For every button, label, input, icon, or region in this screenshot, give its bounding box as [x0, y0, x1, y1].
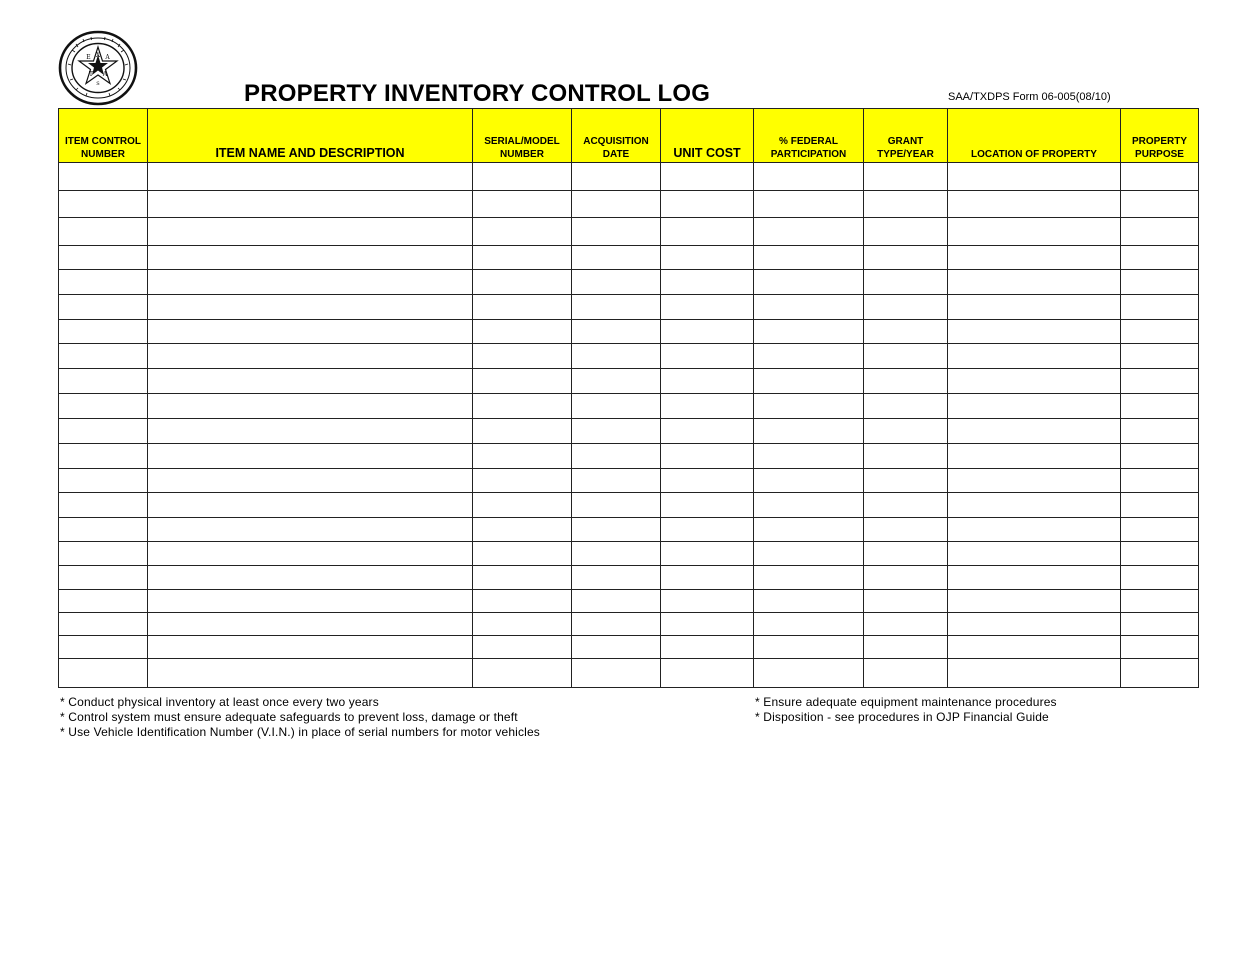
entry-cell[interactable]: [1121, 566, 1199, 590]
entry-cell[interactable]: [948, 246, 1121, 270]
entry-cell[interactable]: [473, 542, 572, 566]
inventory-log-table: [58, 108, 1199, 688]
entry-cell[interactable]: [572, 613, 661, 636]
entry-cell[interactable]: [148, 444, 473, 469]
entry-cell[interactable]: [661, 566, 754, 590]
entry-cell[interactable]: [59, 295, 148, 320]
entry-cell[interactable]: [864, 163, 948, 191]
entry-cell[interactable]: [864, 613, 948, 636]
entry-cell[interactable]: [1121, 246, 1199, 270]
entry-cell[interactable]: [148, 613, 473, 636]
entry-cell[interactable]: [473, 659, 572, 688]
entry-cell[interactable]: [948, 659, 1121, 688]
entry-cell[interactable]: [148, 295, 473, 320]
entry-cell[interactable]: [473, 444, 572, 469]
entry-cell[interactable]: [948, 191, 1121, 218]
table-row: [59, 613, 1199, 636]
entry-cell[interactable]: [864, 659, 948, 688]
entry-cell[interactable]: [754, 344, 864, 369]
note-item: * Ensure adequate equipment maintenance procedures: [755, 695, 1057, 709]
table-row: [59, 394, 1199, 419]
note-item: * Control system must ensure adequate safeguards to prevent loss, damage or theft: [60, 710, 518, 724]
entry-cell[interactable]: [864, 270, 948, 295]
entry-cell[interactable]: [572, 444, 661, 469]
entry-cell[interactable]: [754, 659, 864, 688]
entry-cell[interactable]: [572, 469, 661, 493]
table-row: [59, 419, 1199, 444]
entry-cell[interactable]: [473, 518, 572, 542]
entry-cell[interactable]: [948, 218, 1121, 246]
entry-cell[interactable]: [661, 163, 754, 191]
entry-cell[interactable]: [148, 246, 473, 270]
entry-cell[interactable]: [661, 613, 754, 636]
note-item: * Disposition - see procedures in OJP Financial Guide: [755, 710, 1049, 724]
entry-cell[interactable]: [754, 419, 864, 444]
col-location-of-property: LOCATION OF PROPERTY: [948, 109, 1121, 163]
entry-cell[interactable]: [59, 659, 148, 688]
table-row: [59, 163, 1199, 191]
entry-cell[interactable]: [572, 394, 661, 419]
entry-cell[interactable]: [864, 518, 948, 542]
entry-cell[interactable]: [661, 659, 754, 688]
entry-cell[interactable]: [59, 191, 148, 218]
entry-cell[interactable]: [473, 344, 572, 369]
table-row: [59, 636, 1199, 659]
table-row: [59, 320, 1199, 344]
entry-cell[interactable]: [948, 394, 1121, 419]
entry-cell[interactable]: [754, 270, 864, 295]
table-row: [59, 444, 1199, 469]
entry-cell[interactable]: [572, 493, 661, 518]
entry-cell[interactable]: [59, 542, 148, 566]
entry-cell[interactable]: [59, 270, 148, 295]
entry-cell[interactable]: [948, 613, 1121, 636]
entry-cell[interactable]: [864, 469, 948, 493]
entry-cell[interactable]: [661, 369, 754, 394]
entry-cell[interactable]: [661, 542, 754, 566]
entry-cell[interactable]: [661, 295, 754, 320]
entry-cell[interactable]: [572, 246, 661, 270]
entry-cell[interactable]: [661, 590, 754, 613]
entry-cell[interactable]: [572, 163, 661, 191]
entry-cell[interactable]: [864, 636, 948, 659]
entry-cell[interactable]: [59, 469, 148, 493]
entry-cell[interactable]: [148, 542, 473, 566]
notes-right: [755, 695, 1057, 725]
entry-cell[interactable]: [948, 444, 1121, 469]
entry-cell[interactable]: [59, 394, 148, 419]
entry-cell[interactable]: [473, 163, 572, 191]
entry-cell[interactable]: [572, 295, 661, 320]
entry-cell[interactable]: [864, 246, 948, 270]
entry-cell[interactable]: [754, 394, 864, 419]
entry-cell[interactable]: [1121, 469, 1199, 493]
entry-cell[interactable]: [948, 320, 1121, 344]
entry-cell[interactable]: [864, 542, 948, 566]
entry-cell[interactable]: [864, 295, 948, 320]
entry-cell[interactable]: [661, 518, 754, 542]
entry-cell[interactable]: [148, 590, 473, 613]
entry-cell[interactable]: [864, 493, 948, 518]
entry-cell[interactable]: [59, 369, 148, 394]
entry-cell[interactable]: [473, 469, 572, 493]
entry-cell[interactable]: [754, 246, 864, 270]
entry-cell[interactable]: [473, 590, 572, 613]
table-row: [59, 246, 1199, 270]
entry-cell[interactable]: [473, 270, 572, 295]
entry-cell[interactable]: [864, 419, 948, 444]
entry-cell[interactable]: [661, 191, 754, 218]
entry-cell[interactable]: [473, 493, 572, 518]
entry-cell[interactable]: [1121, 542, 1199, 566]
col-item-name-description: ITEM NAME AND DESCRIPTION: [148, 109, 473, 163]
table-row: [59, 295, 1199, 320]
entry-cell[interactable]: [148, 394, 473, 419]
entry-cell[interactable]: [754, 369, 864, 394]
entry-cell[interactable]: [572, 270, 661, 295]
note-item: * Use Vehicle Identification Number (V.I.N.) in place of serial numbers for motor vehicles: [60, 725, 540, 739]
entry-cell[interactable]: [148, 419, 473, 444]
entry-cell[interactable]: [754, 566, 864, 590]
entry-cell[interactable]: [864, 320, 948, 344]
entry-cell[interactable]: [754, 191, 864, 218]
entry-cell[interactable]: [59, 444, 148, 469]
entry-cell[interactable]: [148, 270, 473, 295]
entry-cell[interactable]: [948, 369, 1121, 394]
entry-cell[interactable]: [59, 419, 148, 444]
entry-cell[interactable]: [473, 636, 572, 659]
entry-cell[interactable]: [754, 469, 864, 493]
entry-cell[interactable]: [948, 590, 1121, 613]
entry-cell[interactable]: [1121, 613, 1199, 636]
entry-cell[interactable]: [754, 218, 864, 246]
svg-text:E: E: [86, 54, 91, 61]
entry-cell[interactable]: [59, 590, 148, 613]
entry-cell[interactable]: [572, 590, 661, 613]
table-row: [59, 542, 1199, 566]
entry-cell[interactable]: [661, 394, 754, 419]
entry-cell[interactable]: [948, 542, 1121, 566]
table-row: [59, 566, 1199, 590]
entry-cell[interactable]: [864, 590, 948, 613]
svg-text:T: T: [88, 71, 94, 78]
entry-cell[interactable]: [1121, 518, 1199, 542]
entry-cell[interactable]: [572, 191, 661, 218]
entry-cell[interactable]: [148, 518, 473, 542]
entry-cell[interactable]: [948, 493, 1121, 518]
entry-cell[interactable]: [148, 493, 473, 518]
entry-cell[interactable]: [473, 566, 572, 590]
entry-cell[interactable]: [59, 218, 148, 246]
entry-cell[interactable]: [148, 191, 473, 218]
entry-cell[interactable]: [754, 320, 864, 344]
form-number: SAA/TXDPS Form 06-005(08/10): [948, 91, 1111, 103]
entry-cell[interactable]: [572, 636, 661, 659]
svg-text:X: X: [95, 52, 101, 59]
svg-text:A: A: [102, 71, 108, 78]
table-row: [59, 469, 1199, 493]
col-federal-participation: % FEDERAL PARTICIPATION: [754, 109, 864, 163]
entry-cell[interactable]: [661, 344, 754, 369]
entry-cell[interactable]: [473, 419, 572, 444]
entry-cell[interactable]: [1121, 636, 1199, 659]
table-row: [59, 369, 1199, 394]
entry-cell[interactable]: [754, 295, 864, 320]
entry-cell[interactable]: [1121, 344, 1199, 369]
entry-cell[interactable]: [864, 191, 948, 218]
svg-text:S: S: [96, 81, 100, 87]
entry-cell[interactable]: [864, 218, 948, 246]
entry-cell[interactable]: [473, 369, 572, 394]
entry-cell[interactable]: [754, 163, 864, 191]
entry-cell[interactable]: [572, 542, 661, 566]
entry-cell[interactable]: [1121, 270, 1199, 295]
col-property-purpose: PROPERTY PURPOSE: [1121, 109, 1199, 163]
entry-cell[interactable]: [864, 394, 948, 419]
col-item-control-number: ITEM CONTROL NUMBER: [59, 109, 148, 163]
entry-cell[interactable]: [948, 270, 1121, 295]
entry-cell[interactable]: [59, 566, 148, 590]
entry-cell[interactable]: [661, 218, 754, 246]
table-row: [59, 493, 1199, 518]
table-row: [59, 518, 1199, 542]
col-grant-type-year: GRANT TYPE/YEAR: [864, 109, 948, 163]
entry-cell[interactable]: [473, 613, 572, 636]
entry-cell[interactable]: [948, 636, 1121, 659]
entry-cell[interactable]: [1121, 369, 1199, 394]
entry-cell[interactable]: [864, 344, 948, 369]
entry-cell[interactable]: [59, 163, 148, 191]
entry-cell[interactable]: [473, 295, 572, 320]
entry-cell[interactable]: [1121, 218, 1199, 246]
entry-cell[interactable]: [572, 659, 661, 688]
entry-cell[interactable]: [948, 344, 1121, 369]
texas-dps-seal-icon: [58, 30, 138, 106]
entry-cell[interactable]: [148, 163, 473, 191]
entry-cell[interactable]: [59, 344, 148, 369]
entry-cell[interactable]: [473, 246, 572, 270]
entry-cell[interactable]: [59, 320, 148, 344]
table-row: [59, 191, 1199, 218]
entry-cell[interactable]: [754, 518, 864, 542]
col-acquisition-date: ACQUISITION DATE: [572, 109, 661, 163]
entry-cell[interactable]: [1121, 444, 1199, 469]
entry-cell[interactable]: [864, 444, 948, 469]
entry-cell[interactable]: [148, 369, 473, 394]
entry-cell[interactable]: [473, 394, 572, 419]
entry-cell[interactable]: [948, 163, 1121, 191]
entry-cell[interactable]: [661, 469, 754, 493]
entry-cell[interactable]: [59, 636, 148, 659]
notes-left: [60, 695, 540, 740]
note-item: * Conduct physical inventory at least once every two years: [60, 695, 379, 709]
entry-cell[interactable]: [948, 469, 1121, 493]
entry-cell[interactable]: [148, 566, 473, 590]
entry-cell[interactable]: [473, 218, 572, 246]
entry-cell[interactable]: [148, 469, 473, 493]
table-row: [59, 590, 1199, 613]
entry-cell[interactable]: [661, 246, 754, 270]
entry-cell[interactable]: [148, 218, 473, 246]
log-body: [59, 163, 1199, 688]
entry-cell[interactable]: [59, 246, 148, 270]
entry-cell[interactable]: [148, 659, 473, 688]
entry-cell[interactable]: [473, 191, 572, 218]
entry-cell[interactable]: [1121, 394, 1199, 419]
entry-cell[interactable]: [948, 518, 1121, 542]
entry-cell[interactable]: [754, 444, 864, 469]
entry-cell[interactable]: [1121, 419, 1199, 444]
entry-cell[interactable]: [148, 320, 473, 344]
entry-cell[interactable]: [59, 613, 148, 636]
entry-cell[interactable]: [864, 369, 948, 394]
entry-cell[interactable]: [948, 295, 1121, 320]
entry-cell[interactable]: [572, 518, 661, 542]
entry-cell[interactable]: [572, 320, 661, 344]
entry-cell[interactable]: [148, 344, 473, 369]
entry-cell[interactable]: [59, 518, 148, 542]
entry-cell[interactable]: [572, 566, 661, 590]
entry-cell[interactable]: [1121, 320, 1199, 344]
entry-cell[interactable]: [1121, 590, 1199, 613]
header-row: [59, 109, 1199, 163]
entry-cell[interactable]: [754, 636, 864, 659]
entry-cell[interactable]: [661, 444, 754, 469]
table-row: [59, 659, 1199, 688]
entry-cell[interactable]: [661, 320, 754, 344]
entry-cell[interactable]: [1121, 659, 1199, 688]
entry-cell[interactable]: [864, 566, 948, 590]
entry-cell[interactable]: [661, 270, 754, 295]
col-unit-cost: UNIT COST: [661, 109, 754, 163]
entry-cell[interactable]: [754, 542, 864, 566]
entry-cell[interactable]: [148, 636, 473, 659]
entry-cell[interactable]: [572, 344, 661, 369]
entry-cell[interactable]: [754, 493, 864, 518]
entry-cell[interactable]: [572, 419, 661, 444]
entry-cell[interactable]: [1121, 191, 1199, 218]
page-title: PROPERTY INVENTORY CONTROL LOG: [244, 80, 711, 107]
entry-cell[interactable]: [473, 320, 572, 344]
entry-cell[interactable]: [661, 493, 754, 518]
entry-cell[interactable]: [1121, 163, 1199, 191]
entry-cell[interactable]: [59, 493, 148, 518]
entry-cell[interactable]: [754, 590, 864, 613]
table-row: [59, 344, 1199, 369]
entry-cell[interactable]: [1121, 295, 1199, 320]
entry-cell[interactable]: [572, 218, 661, 246]
col-serial-model-number: SERIAL/MODEL NUMBER: [473, 109, 572, 163]
entry-cell[interactable]: [1121, 493, 1199, 518]
entry-cell[interactable]: [948, 419, 1121, 444]
entry-cell[interactable]: [661, 636, 754, 659]
table-row: [59, 270, 1199, 295]
entry-cell[interactable]: [572, 369, 661, 394]
entry-cell[interactable]: [754, 613, 864, 636]
entry-cell[interactable]: [661, 419, 754, 444]
entry-cell[interactable]: [948, 566, 1121, 590]
svg-text:A: A: [105, 54, 110, 61]
table-row: [59, 218, 1199, 246]
